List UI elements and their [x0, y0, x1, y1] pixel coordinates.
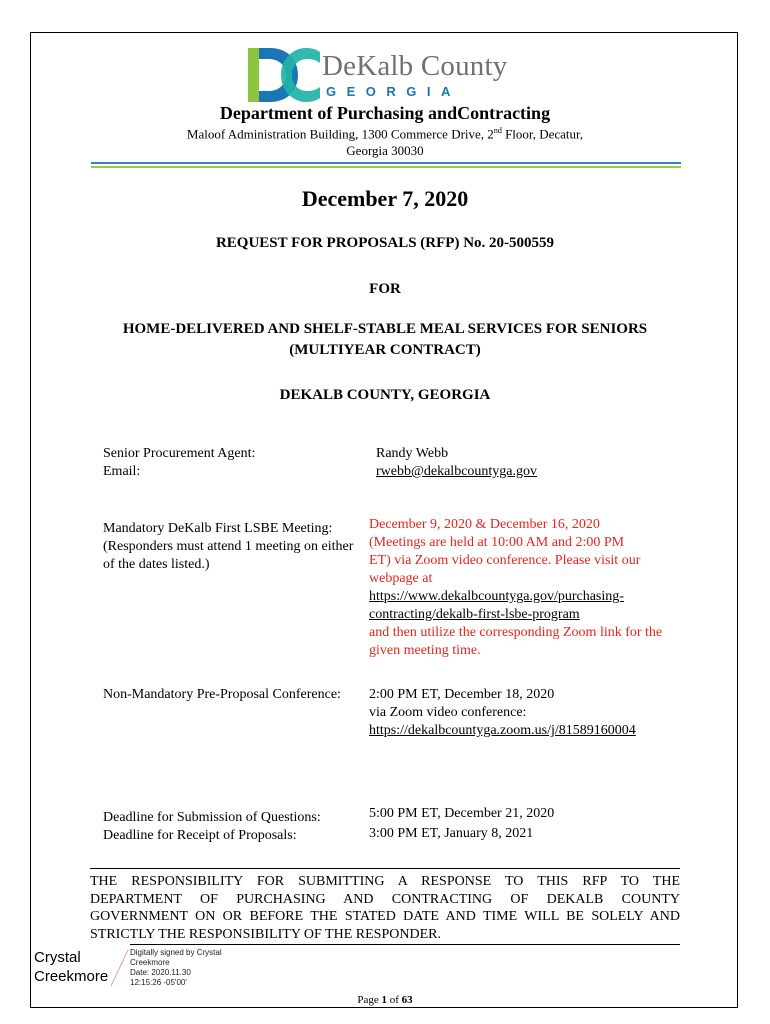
- lsbe-program-link-part-1[interactable]: https://www.dekalbcountyga.gov/purchasing-: [369, 589, 624, 604]
- preproposal-label: Non-Mandatory Pre-Proposal Conference:: [103, 687, 341, 702]
- lsbe-zoom-instructions: and then utilize the corresponding Zoom link for the: [369, 625, 663, 640]
- notice-line-3: GOVERNMENT ON OR BEFORE THE STATED DATE AND TIME WILL BE SOLELY AND: [90, 909, 680, 924]
- questions-deadline-label: Deadline for Submission of Questions:: [103, 810, 321, 825]
- signature-slash-icon: [108, 948, 130, 988]
- logo-state: GEORGIA: [326, 84, 461, 99]
- notice-line-2: DEPARTMENT OF PURCHASING AND CONTRACTING OF DEKALB COUNTY: [90, 891, 680, 907]
- responsibility-notice: [90, 873, 680, 943]
- rfp-number: REQUEST FOR PROPOSALS (RFP) No. 20-500559: [215, 235, 555, 251]
- county-heading: DEKALB COUNTY, GEORGIA: [279, 387, 491, 403]
- signature-details: Digitally signed by Crystal Creekmore Date: 2020.11.30 12:15:26 -05'00': [130, 948, 222, 987]
- page-number: Page 1 of 63: [357, 994, 413, 1006]
- rfp-title-line-2: (MULTIYEAR CONTRACT): [289, 342, 481, 358]
- dekalb-county-logo: [248, 46, 528, 104]
- lsbe-meeting-time-text: given meeting time.: [369, 643, 481, 658]
- header-divider-green: [91, 166, 681, 168]
- questions-deadline-value: 5:00 PM ET, December 21, 2020: [369, 806, 555, 821]
- header-divider-blue: [91, 162, 681, 164]
- notice-line-1: THE RESPONSIBILITY FOR SUBMITTING A RESPONSE TO THIS RFP TO THE: [90, 874, 680, 889]
- proposals-deadline-label: Deadline for Receipt of Proposals:: [103, 828, 297, 843]
- agent-label: Senior Procurement Agent:: [103, 446, 256, 461]
- logo-name: DeKalb County: [322, 50, 508, 82]
- department-title: Department of Purchasing andContracting: [219, 103, 551, 123]
- dc-monogram-icon: [248, 46, 320, 104]
- proposals-deadline-value: 3:00 PM ET, January 8, 2021: [369, 826, 534, 841]
- lsbe-zoom-text: ET) via Zoom video conference. Please visit our: [369, 553, 641, 568]
- rfp-title-line-1: HOME-DELIVERED AND SHELF-STABLE MEAL SERVICES FOR SENIORS: [122, 321, 648, 337]
- notice-bottom-rule: [130, 944, 680, 945]
- document-date: December 7, 2020: [301, 186, 469, 211]
- lsbe-webpage-text: webpage at: [369, 571, 433, 586]
- preproposal-zoom-link[interactable]: https://dekalbcountyga.zoom.us/j/81589160004: [369, 723, 636, 738]
- agent-email-link[interactable]: rwebb@dekalbcountyga.gov: [376, 464, 538, 479]
- preproposal-datetime: 2:00 PM ET, December 18, 2020: [369, 687, 555, 702]
- notice-top-rule: [90, 868, 680, 869]
- signature-name: Crystal Creekmore: [34, 949, 109, 985]
- lsbe-times: (Meetings are held at 10:00 AM and 2:00 PM: [369, 535, 625, 550]
- lsbe-label-line-2: (Responders must attend 1 meeting on either: [103, 539, 354, 554]
- agent-name: Randy Webb: [376, 446, 449, 461]
- email-label: Email:: [103, 464, 141, 479]
- lsbe-label-line-3: of the dates listed.): [103, 557, 210, 572]
- address-line-2: Georgia 30030: [346, 143, 424, 158]
- notice-line-4: STRICTLY THE RESPONSIBILITY OF THE RESPONDER.: [90, 926, 441, 942]
- lsbe-label-line-1: Mandatory DeKalb First LSBE Meeting:: [103, 521, 333, 536]
- for-heading: FOR: [369, 281, 401, 297]
- preproposal-zoom-text: via Zoom video conference:: [369, 705, 527, 720]
- lsbe-dates: December 9, 2020 & December 16, 2020: [369, 517, 600, 532]
- address-line-1: Maloof Administration Building, 1300 Commerce Drive, 2nd Floor, Decatur,: [186, 126, 584, 142]
- lsbe-program-link-part-2[interactable]: contracting/dekalb-first-lsbe-program: [369, 607, 580, 622]
